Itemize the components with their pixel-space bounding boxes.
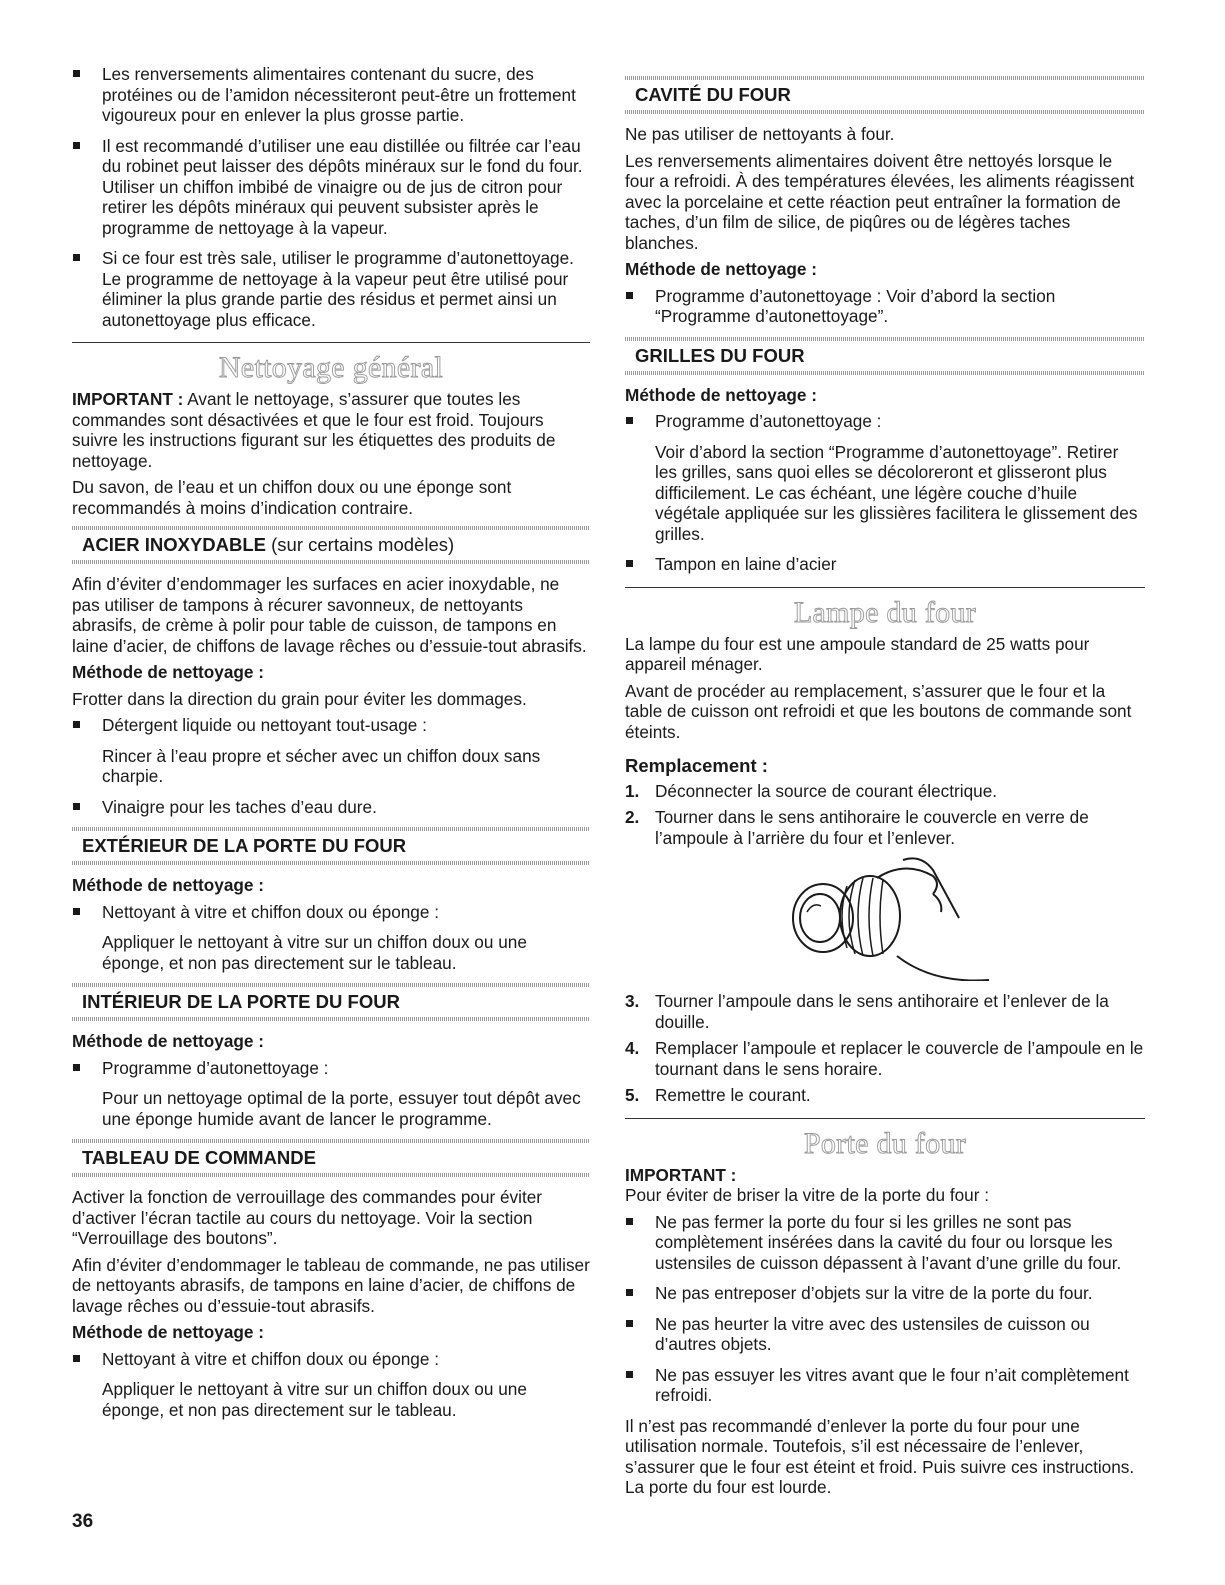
step-item — [625, 991, 1145, 1032]
tableau-paragraph: Activer la fonction de verrouillage des commandes pour éviter d’activer l’écran tactile au cours du nettoyage. Voir la section “Verrouillage des boutons”. — [72, 1187, 543, 1248]
acier-paragraph: Afin d’éviter d’endommager les surfaces en acier inoxydable, ne pas utiliser de tampons à récurer savonneux, de nettoyants abrasifs, de crème à polir pour table de cuisson, de tampons en laine d’acier, de chiffons de lavage rêches ou d’essuie-tout abrasifs. — [72, 574, 587, 656]
grilles-bullet: Programme d’autonettoyage : — [625, 411, 1145, 432]
step-number: 3. — [625, 991, 640, 1011]
method-label: Méthode de nettoyage : — [72, 662, 264, 682]
subhead-exterieur: EXTÉRIEUR DE LA PORTE DU FOUR — [72, 827, 590, 865]
subhead-tableau: TABLEAU DE COMMANDE — [72, 1139, 590, 1177]
left-column — [72, 64, 590, 1430]
important-paragraph — [72, 389, 590, 471]
step-text: Remettre le courant. — [655, 1085, 811, 1105]
method-label: Méthode de nettoyage : — [72, 875, 264, 895]
replacement-label: Remplacement : — [625, 755, 768, 776]
subhead-acier — [72, 526, 590, 564]
cavite-paragraph-2: Les renversements alimentaires doivent être nettoyés lorsque le four a refroidi. À des températures élevées, les aliments réagissent avec la porcelaine et cette réaction peut entraîner la formation de taches, d’un film de silice, de piqûres ou de légères taches blanches. — [625, 150, 1135, 253]
step-item — [625, 807, 1145, 848]
step-item — [625, 1038, 1145, 1079]
step-text: Remplacer l’ampoule et replacer le couvercle de l’ampoule en le tournant dans le sens horaire. — [655, 1038, 1144, 1079]
section-title-nettoyage: Nettoyage général — [218, 351, 444, 384]
section-divider — [625, 587, 1145, 588]
important-label: IMPORTANT : — [72, 389, 184, 409]
section-title-lampe: Lampe du four — [793, 595, 977, 629]
cavite-paragraph: Ne pas utiliser de nettoyants à four. — [625, 124, 895, 144]
interieur-bullet: Programme d’autonettoyage : — [72, 1058, 590, 1079]
bulb-glass — [800, 894, 840, 942]
step-number: 4. — [625, 1038, 640, 1058]
page-number: 36 — [72, 1511, 94, 1532]
bulb-replacement-illustration — [785, 856, 995, 981]
method-label: Méthode de nettoyage : — [72, 1322, 264, 1342]
tableau-bullet: Nettoyant à vitre et chiffon doux ou éponge : — [72, 1349, 590, 1370]
step-text: Tourner dans le sens antihoraire le couvercle en verre de l’ampoule à l’arrière du four et l’enlever. — [655, 807, 1089, 848]
subhead-interieur: INTÉRIEUR DE LA PORTE DU FOUR — [72, 983, 590, 1021]
grilles-bullet: Tampon en laine d’acier — [625, 554, 1145, 575]
method-label: Méthode de nettoyage : — [625, 259, 817, 279]
porte-bullet: Ne pas fermer la porte du four si les grilles ne sont pas complètement insérées dans la cavité du four ou lorsque les ustensiles de cuisson dépassent à l’avant d’une grille du four. — [625, 1212, 1145, 1274]
intro-bullet: Si ce four est très sale, utiliser le programme d’autonettoyage. Le programme de nettoyage à la vapeur peut être utilisé pour éliminer la plus grande partie des résidus et permet ainsi un autonettoyage plus efficace. — [72, 248, 590, 330]
subhead-acier-label: ACIER INOXYDABLE — [82, 534, 266, 555]
exterieur-bullet-detail: Appliquer le nettoyant à vitre sur un chiffon doux ou une éponge, et non pas directement sur le tableau. — [102, 932, 527, 973]
subhead-acier-note: (sur certains modèles) — [266, 534, 455, 555]
exterieur-bullet: Nettoyant à vitre et chiffon doux ou éponge : — [72, 902, 590, 923]
acier-bullet-detail: Rincer à l’eau propre et sécher avec un chiffon doux sans charpie. — [102, 745, 541, 786]
step-number: 5. — [625, 1085, 640, 1105]
step-text: Déconnecter la source de courant électrique. — [655, 780, 998, 801]
lampe-paragraph: La lampe du four est une ampoule standard de 25 watts pour appareil ménager. — [625, 633, 1090, 674]
porte-bullet: Ne pas entreposer d’objets sur la vitre de la porte du four. — [625, 1283, 1145, 1304]
porte-bullet: Ne pas essuyer les vitres avant que le four n’ait complètement refroidi. — [625, 1365, 1145, 1406]
porte-paragraph-2: Il n’est pas recommandé d’enlever la porte du four pour une utilisation normale. Toutefois, s’il est nécessaire de l’enlever, s’assurer que le four est éteint et froid. Puis suivre ces instructions. La porte du four est lourde. — [625, 1415, 1135, 1497]
intro-bullet: Il est recommandé d’utiliser une eau distillée ou filtrée car l’eau du robinet peut laisser des dépôts minéraux sur le fond du four. Utiliser un chiffon imbibé de vinaigre ou de jus de citron pour retirer les dépôts minéraux qui peuvent subsister après le programme de nettoyage à la vapeur. — [72, 136, 590, 239]
important-text: Avant le nettoyage, s’assurer que toutes les commandes sont désactivées et que le four est froid. Toujours suivre les instructions figurant sur les étiquettes des produits de nettoyage. — [72, 389, 556, 471]
step-item — [625, 781, 1145, 802]
cavite-bullet: Programme d’autonettoyage : Voir d’abord la section “Programme d’autonettoyage”. — [625, 286, 1145, 327]
acier-paragraph-2: Frotter dans la direction du grain pour éviter les dommages. — [72, 688, 527, 709]
subhead-cavite: CAVITÉ DU FOUR — [625, 76, 1145, 114]
step-number: 2. — [625, 807, 640, 827]
porte-paragraph: Pour éviter de briser la vitre de la porte du four : — [625, 1185, 989, 1205]
intro-bullet: Les renversements alimentaires contenant du sucre, des protéines ou de l’amidon nécessiteront peut-être un frottement vigoureux pour en enlever la plus grosse partie. — [72, 64, 590, 126]
step-item — [625, 1085, 1145, 1106]
section-divider — [72, 342, 590, 343]
right-column — [625, 76, 1145, 1504]
tableau-bullet-detail: Appliquer le nettoyant à vitre sur un chiffon doux ou une éponge, et non pas directement sur le tableau. — [102, 1379, 527, 1420]
interieur-bullet-detail: Pour un nettoyage optimal de la porte, essuyer tout dépôt avec une éponge humide avant de lancer le programme. — [102, 1088, 581, 1129]
subhead-grilles: GRILLES DU FOUR — [625, 337, 1145, 375]
method-label: Méthode de nettoyage : — [72, 1031, 264, 1051]
porte-bullet: Ne pas heurter la vitre avec des ustensiles de cuisson ou d’autres objets. — [625, 1314, 1145, 1355]
step-number: 1. — [625, 780, 640, 801]
general-paragraph: Du savon, de l’eau et un chiffon doux ou une éponge sont recommandés à moins d’indication contraire. — [72, 477, 512, 518]
tableau-paragraph-2: Afin d’éviter d’endommager le tableau de commande, ne pas utiliser de nettoyants abrasifs, de tampons en laine d’acier, de chiffons de lavage rêches ou d’essuie-tout abrasifs. — [72, 1254, 590, 1316]
important-label: IMPORTANT : — [625, 1164, 737, 1185]
acier-bullet: Vinaigre pour les taches d’eau dure. — [72, 797, 590, 818]
step-text: Tourner l’ampoule dans le sens antihoraire et l’enlever de la douille. — [655, 991, 1109, 1032]
section-title-porte: Porte du four — [803, 1126, 967, 1160]
grilles-bullet-detail: Voir d’abord la section “Programme d’autonettoyage”. Retirer les grilles, sans quoi elles se décoloreront et glisseront plus difficilement. Le cas échéant, une légère couche d’huile végétale appliquée sur les glissières facilitera le glissement des grilles. — [655, 441, 1138, 544]
method-label: Méthode de nettoyage : — [625, 384, 817, 405]
section-divider — [625, 1118, 1145, 1119]
acier-bullet: Détergent liquide ou nettoyant tout-usage : — [72, 715, 590, 736]
lampe-paragraph-2: Avant de procéder au remplacement, s’assurer que le four et la table de cuisson ont refroidi et que les boutons de commande sont éteints. — [625, 680, 1132, 742]
